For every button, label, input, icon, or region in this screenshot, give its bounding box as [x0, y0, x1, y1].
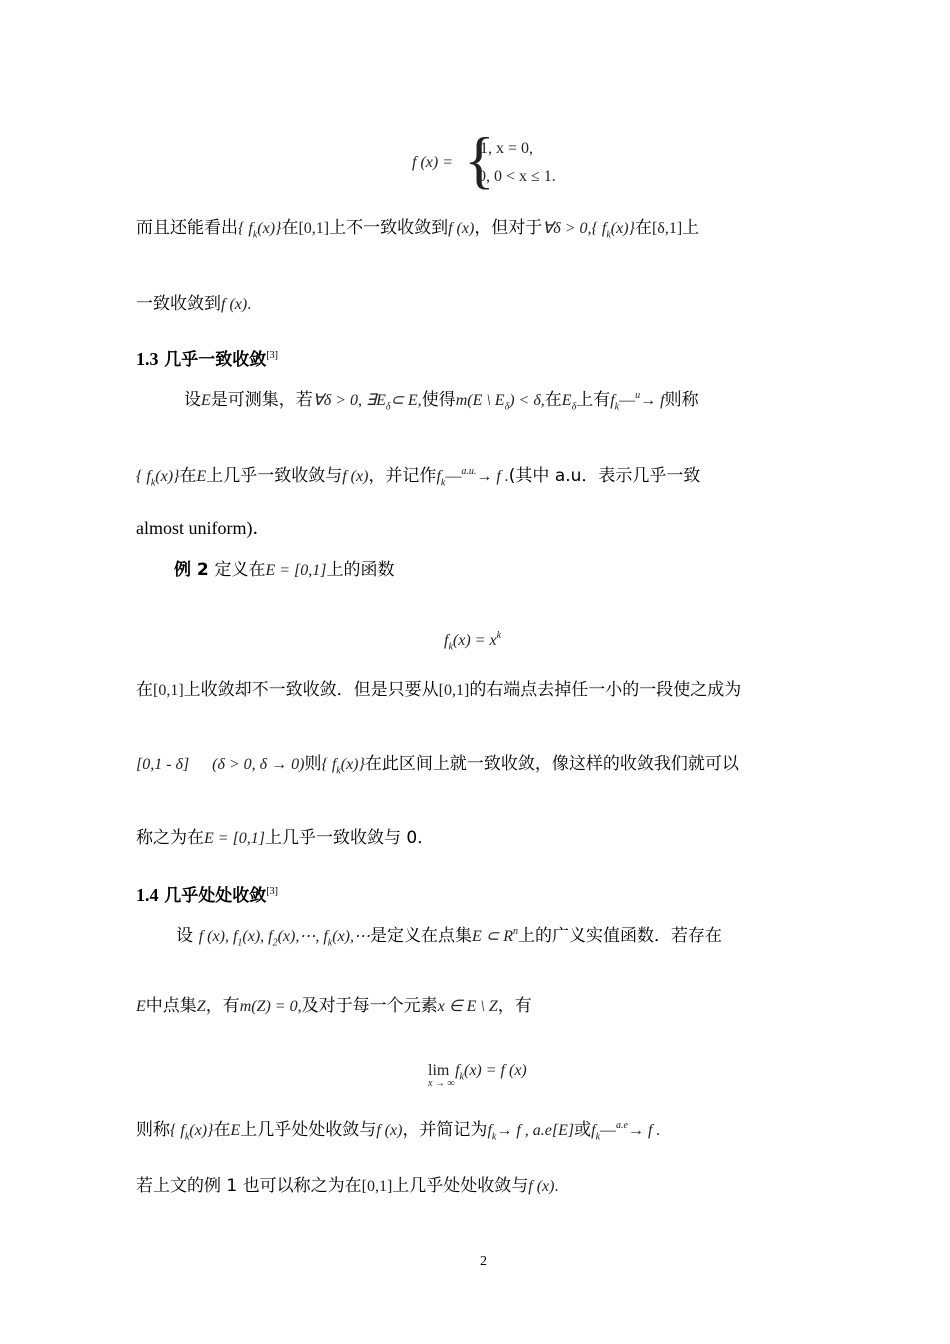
paragraph-4-line-1: 设 f (x), $f_1(x)$, $f_2(x),\cdots$, $f_k(x),\cdots$是定义在点集E ⊂ $R^n$上的广义实值函数．若存在: [176, 926, 722, 949]
paragraph-6: 若上文的例 1 也可以称之为在[0,1]上几乎处处收敛与f (x).: [136, 1176, 559, 1196]
equation-piecewise-lhs: f (x) =: [412, 154, 453, 171]
paragraph-1-line-1: 而且还能看出{ $f_k(x)$}在[0,1]上不一致收敛到f (x)，但对于∀δ > 0,{ $f_k(x)$}在[δ,1]上: [136, 218, 700, 241]
left-brace: {: [464, 124, 495, 195]
paragraph-3-line-1: 在[0,1]上收敛却不一致收敛．但是只要从[0,1]的右端点去掉任一小的一段使之成为: [136, 680, 742, 700]
example-2-intro: 例 2 定义在E = [0,1]上的函数: [174, 560, 395, 580]
equation-limit: $\lim f_k(x) = f$ (x): [428, 1062, 527, 1083]
paragraph-4-line-2: E中点集Z，有m(Z) = 0,及对于每一个元素x ∈ E \ Z，有: [136, 996, 532, 1016]
equation-case-2: 0, 0 < x ≤ 1.: [478, 168, 556, 185]
paragraph-2-line-1: 设E是可测集，若∀δ > 0, $\exists E_\delta\subset$ E,使得m(E \ $E_\delta) < \delta$,在$E_\delta$上有$f_k—^u\to f$则称: [184, 390, 699, 413]
paragraph-2-line-3: almost uniform)．: [136, 518, 271, 538]
paragraph-1-line-2: 一致收敛到f (x).: [136, 294, 252, 314]
paragraph-5: 则称{ $f_k(x)$}在E上几乎处处收敛与f (x)，并简记为$f_k\to f$ , a.e[E]或$f_k—^{a.e}\to f$ .: [136, 1120, 661, 1143]
equation-case-1: 1, x = 0,: [480, 140, 534, 157]
paragraph-3-line-2: [0,1 - δ] (δ > 0, δ → 0)则{ $f_k(x)$}在此区间上就一致收敛，像这样的收敛我们就可以: [136, 754, 739, 777]
page-number: 2: [480, 1254, 487, 1269]
paragraph-2-line-2: { $f_k(x)$}在E上几乎一致收敛与f (x)，并记作$f_k—^{a.u.}\to f$ .(其中 a.u．表示几乎一致: [136, 466, 701, 489]
section-heading-1-3: 1.3 几乎一致收敛[3]: [136, 349, 278, 370]
paragraph-3-line-3: 称之为在E = [0,1]上几乎一致收敛与 0．: [136, 828, 435, 848]
section-heading-1-4: 1.4 几乎处处收敛[3]: [136, 885, 278, 906]
limit-subscript: x → ∞: [428, 1078, 455, 1089]
equation-fk-xk: $f_k(x) = x^k$: [444, 630, 502, 653]
